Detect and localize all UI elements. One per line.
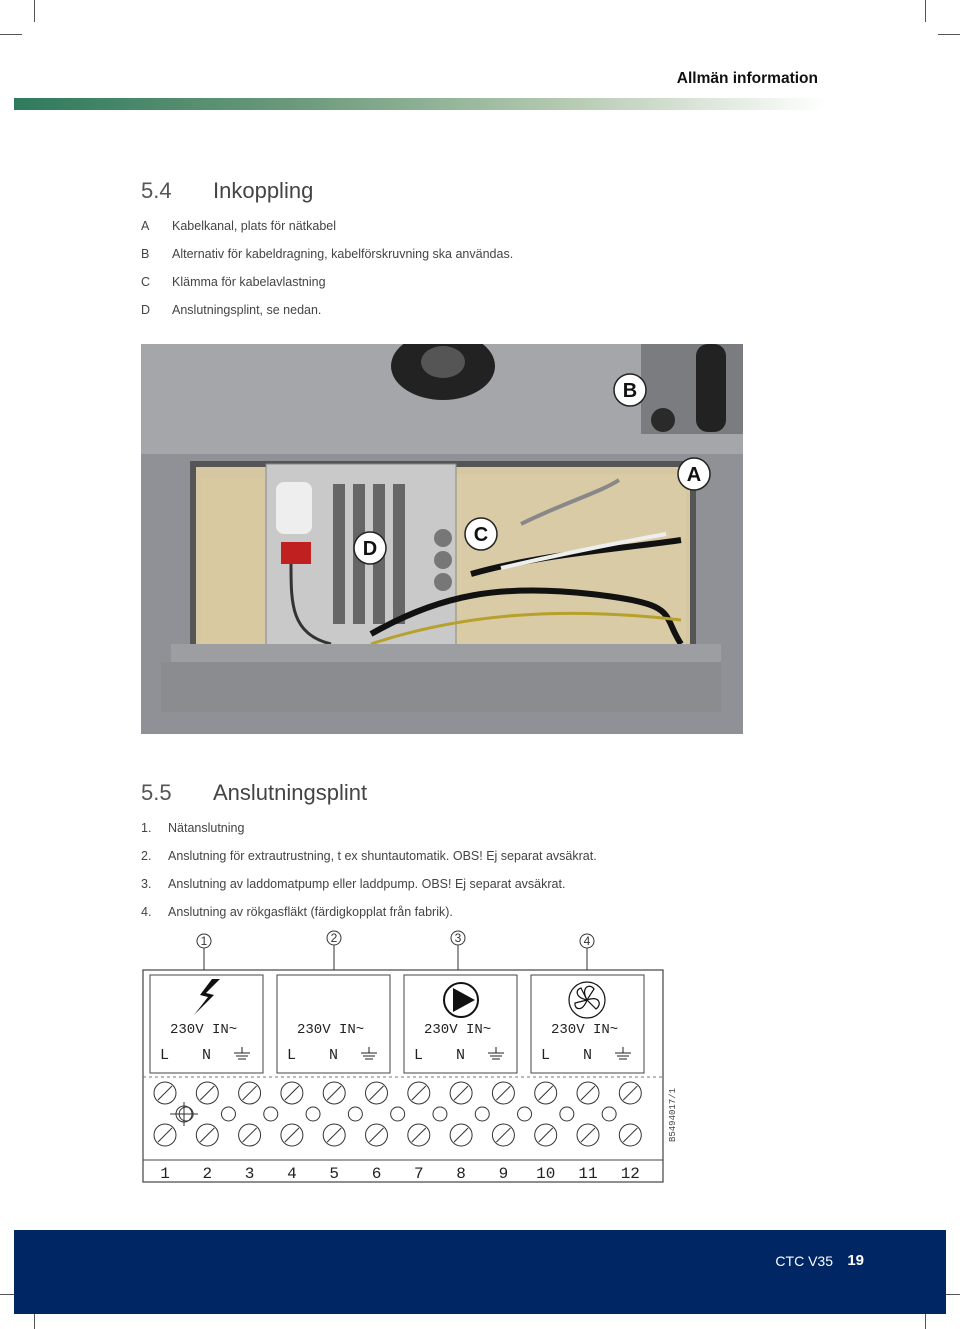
page-number: 19 [847, 1252, 864, 1269]
terminal-number: 1 [160, 1165, 170, 1183]
diagram-callout: 2 [330, 931, 338, 945]
terminal-bridge [264, 1107, 278, 1121]
terminal-bridge [433, 1107, 447, 1121]
ground-icon [361, 1047, 377, 1059]
terminal-number: 10 [536, 1165, 556, 1183]
legend-text: Anslutningsplint, se nedan. [172, 303, 322, 317]
ground-icon [488, 1047, 504, 1059]
terminal-screw-slot [454, 1086, 468, 1100]
list-text: Nätanslutning [168, 821, 245, 835]
terminal-bridge [602, 1107, 616, 1121]
page-footer [14, 1230, 946, 1314]
crop-mark [0, 34, 22, 35]
header-gradient-bar [14, 98, 826, 110]
terminal-number: 6 [371, 1165, 382, 1183]
terminal-screw-slot [623, 1086, 637, 1100]
terminal-block-4 [531, 975, 644, 1073]
list-number: 4. [141, 905, 152, 919]
block-label: 230V IN~ [297, 1022, 365, 1038]
terminal-number: 11 [578, 1165, 598, 1183]
list-number: 1. [141, 821, 152, 835]
section-number: 5.5 [141, 780, 172, 805]
terminal-bridge [348, 1107, 362, 1121]
terminal-screw-slot [158, 1128, 172, 1142]
terminal-l-label: L [160, 1047, 170, 1064]
terminal-screw-slot [581, 1128, 595, 1142]
terminal-number: 2 [202, 1165, 213, 1183]
callout-label: C [473, 524, 489, 546]
legend-key: A [141, 219, 150, 233]
terminal-bridge [306, 1107, 320, 1121]
diagram-code: B5494017/1 [668, 1087, 678, 1143]
terminal-bridge [391, 1107, 405, 1121]
terminal-screw-slot [412, 1086, 426, 1100]
terminal-screw-slot [370, 1128, 384, 1142]
terminal-screw-slot [370, 1086, 384, 1100]
terminal-screw-slot [496, 1086, 510, 1100]
terminal-screw-slot [285, 1086, 299, 1100]
section-title: Inkoppling [213, 178, 314, 203]
terminal-block-diagram [120, 925, 680, 1195]
crop-mark [34, 0, 35, 22]
installation-photo [141, 344, 743, 734]
terminal-block-1 [150, 975, 263, 1073]
terminal-l-label: L [287, 1047, 297, 1064]
terminal-screw-slot [327, 1086, 341, 1100]
ground-icon [234, 1047, 250, 1059]
section-number: 5.4 [141, 178, 172, 203]
terminal-screw-slot [623, 1128, 637, 1142]
list-text: Anslutning av rökgasfläkt (färdigkopplat från fabrik). [168, 905, 453, 919]
list-number: 2. [141, 849, 152, 863]
lightning-icon [194, 979, 220, 1015]
section-title: Anslutningsplint [213, 780, 368, 805]
terminal-screw-slot [581, 1086, 595, 1100]
list-text: Anslutning för extrautrustning, t ex shuntautomatik. OBS! Ej separat avsäkrat. [168, 849, 597, 863]
terminal-screw-slot [243, 1128, 257, 1142]
terminal-l-label: L [541, 1047, 551, 1064]
terminal-block-2 [277, 975, 390, 1073]
terminal-block-3 [404, 975, 517, 1073]
terminal-bridge [560, 1107, 574, 1121]
legend-text: Kabelkanal, plats för nätkabel [172, 219, 336, 233]
terminal-bridge [475, 1107, 489, 1121]
block-label: 230V IN~ [170, 1022, 238, 1038]
legend-key: C [141, 275, 151, 289]
callout-label: D [362, 538, 378, 560]
terminal-screw-slot [327, 1128, 341, 1142]
terminal-n-label: N [583, 1047, 593, 1064]
pump-icon [444, 983, 478, 1017]
block-label: 230V IN~ [424, 1022, 492, 1038]
terminal-screw-slot [539, 1128, 553, 1142]
terminal-n-label: N [329, 1047, 339, 1064]
terminal-number: 8 [456, 1165, 466, 1183]
block-label: 230V IN~ [551, 1022, 619, 1038]
terminal-bridge [518, 1107, 532, 1121]
crop-mark [938, 34, 960, 35]
terminal-screw-slot [412, 1128, 426, 1142]
terminal-screw-slot [454, 1128, 468, 1142]
terminal-l-label: L [414, 1047, 424, 1064]
list-text: Anslutning av laddomatpump eller laddpump. OBS! Ej separat avsäkrat. [168, 877, 566, 891]
terminal-bridge [221, 1107, 235, 1121]
callout-label: A [686, 464, 702, 486]
terminal-number: 9 [498, 1165, 509, 1183]
terminal-number: 4 [287, 1165, 297, 1183]
terminal-screw-slot [158, 1086, 172, 1100]
legend-text: Klämma för kabelavlastning [172, 275, 326, 289]
terminal-screw-slot [200, 1086, 214, 1100]
earth-marker [170, 1102, 198, 1126]
terminal-screw-slot [285, 1128, 299, 1142]
legend-key: B [141, 247, 150, 261]
crop-mark [925, 0, 926, 22]
page-header-title: Allmän information [676, 70, 818, 87]
footer-model: CTC V35 [775, 1253, 833, 1269]
ground-icon [615, 1047, 631, 1059]
list-number: 3. [141, 877, 152, 891]
legend-key: D [141, 303, 151, 317]
terminal-screw-slot [496, 1128, 510, 1142]
terminal-number: 12 [620, 1165, 640, 1183]
terminal-screw-slot [539, 1086, 553, 1100]
diagram-callout: 4 [583, 934, 591, 948]
terminal-number: 3 [244, 1165, 255, 1183]
terminal-screw-slot [200, 1128, 214, 1142]
legend-text: Alternativ för kabeldragning, kabelförskruvning ska användas. [172, 247, 514, 261]
terminal-number: 5 [329, 1165, 340, 1183]
terminal-number: 7 [413, 1165, 424, 1183]
terminal-n-label: N [202, 1047, 212, 1064]
callout-label: B [622, 380, 638, 402]
fan-icon [569, 982, 605, 1018]
terminal-n-label: N [456, 1047, 466, 1064]
diagram-callout: 1 [200, 934, 208, 948]
terminal-screw-slot [243, 1086, 257, 1100]
diagram-callout: 3 [454, 931, 462, 945]
